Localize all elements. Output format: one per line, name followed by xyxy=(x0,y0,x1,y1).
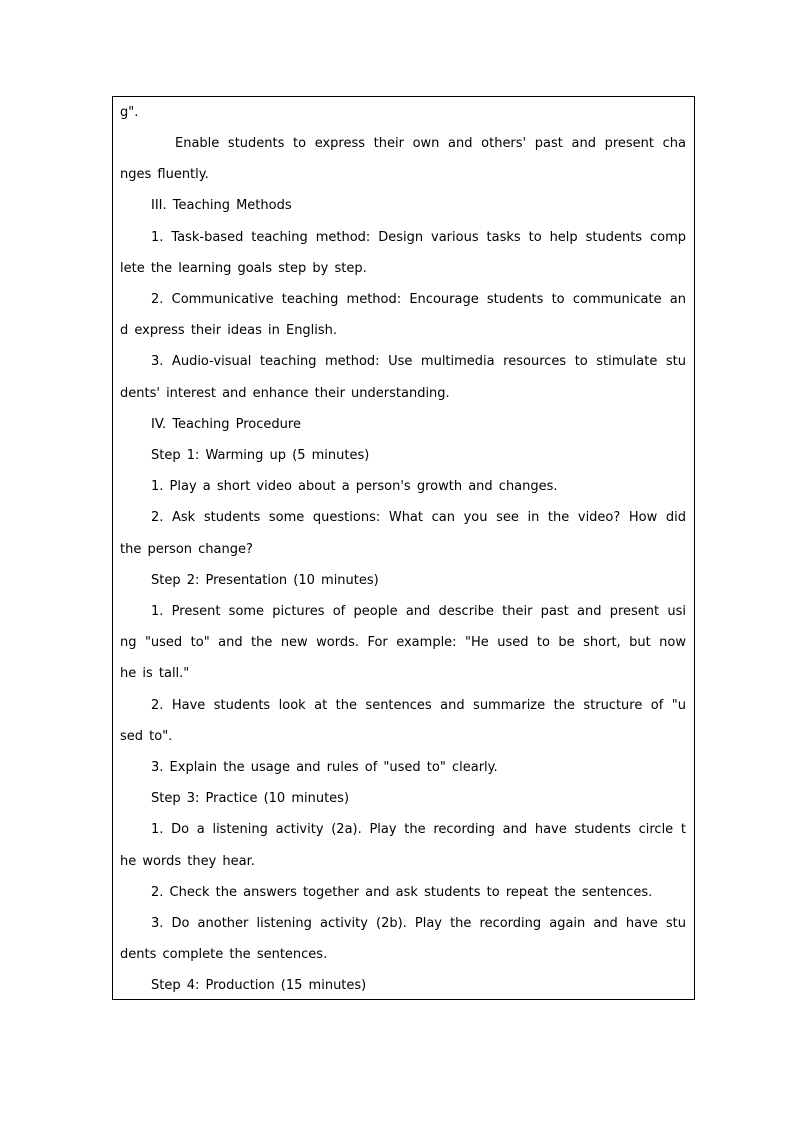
text-line: 1. Do a listening activity (2a). Play the recording and have students circle t xyxy=(151,822,686,837)
text-line: 2. Have students look at the sentences and summarize the structure of "u xyxy=(151,698,686,713)
text-line: 3. Do another listening activity (2b). Play the recording again and have stu xyxy=(151,916,686,931)
text-line: the person change? xyxy=(120,542,253,557)
text-line: dents' interest and enhance their understanding. xyxy=(120,386,450,401)
text-line: 2. Communicative teaching method: Encourage students to communicate an xyxy=(151,292,686,307)
text-line: he words they hear. xyxy=(120,854,255,869)
text-line: Enable students to express their own and others' past and present cha xyxy=(175,136,686,151)
text-line: nges fluently. xyxy=(120,167,209,182)
text-line: 1. Task-based teaching method: Design various tasks to help students comp xyxy=(151,230,686,245)
step-heading: Step 2: Presentation (10 minutes) xyxy=(151,573,379,588)
text-line: ng "used to" and the new words. For example: "He used to be short, but now xyxy=(120,635,686,650)
text-line: 1. Present some pictures of people and describe their past and present usi xyxy=(151,604,686,619)
text-line: sed to". xyxy=(120,729,173,744)
text-line: 3. Audio-visual teaching method: Use multimedia resources to stimulate stu xyxy=(151,354,686,369)
section-heading: IV. Teaching Procedure xyxy=(151,417,301,432)
step-heading: Step 3: Practice (10 minutes) xyxy=(151,791,350,806)
text-line: g". xyxy=(120,105,139,120)
text-line: 2. Ask students some questions: What can you see in the video? How did xyxy=(151,510,686,525)
text-line: 1. Play a short video about a person's growth and changes. xyxy=(151,479,558,494)
text-line: lete the learning goals step by step. xyxy=(120,261,367,276)
text-line: 2. Check the answers together and ask students to repeat the sentences. xyxy=(151,885,653,900)
step-heading: Step 4: Production (15 minutes) xyxy=(151,978,367,993)
text-line: dents complete the sentences. xyxy=(120,947,328,962)
text-line: d express their ideas in English. xyxy=(120,323,338,338)
text-line: 3. Explain the usage and rules of "used to" clearly. xyxy=(151,760,498,775)
section-heading: III. Teaching Methods xyxy=(151,198,292,213)
step-heading: Step 1: Warming up (5 minutes) xyxy=(151,448,370,463)
text-line: he is tall." xyxy=(120,666,190,681)
